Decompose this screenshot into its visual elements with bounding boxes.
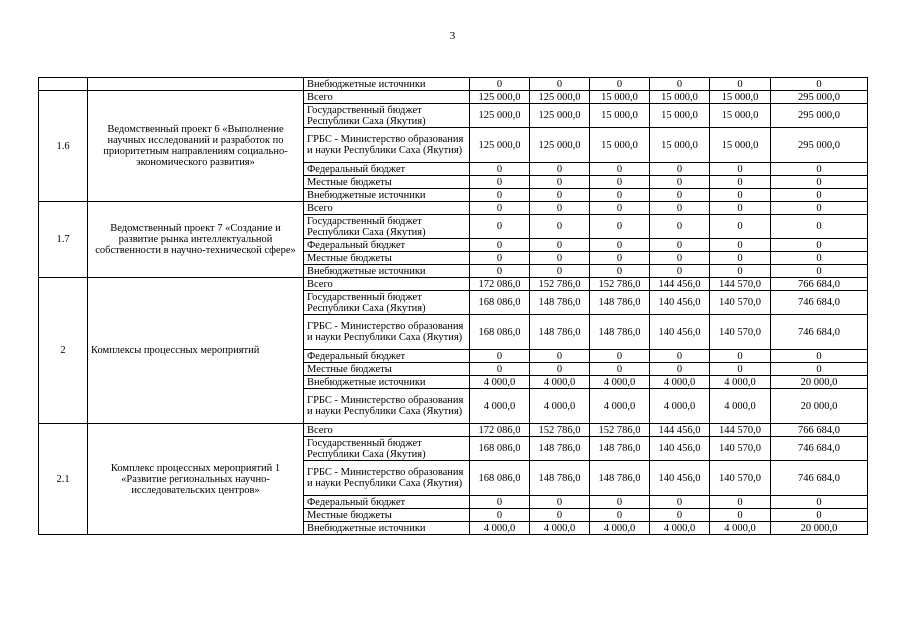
year-value: 0	[590, 78, 650, 91]
year-value: 152 786,0	[530, 424, 590, 437]
year-value: 15 000,0	[650, 104, 710, 128]
year-value: 0	[590, 176, 650, 189]
index-cell	[39, 78, 88, 91]
year-value: 4 000,0	[470, 376, 530, 389]
activity-name: Ведомственный проект 7 «Создание и развитие рынка интеллектуальной собственности в научно-технической сфере»	[88, 202, 304, 278]
activity-name: Ведомственный проект 6 «Выполнение научных исследований и разработок по приоритетным направлениям социально-экономического развития»	[88, 91, 304, 202]
funding-source: Государственный бюджет Республики Саха (Якутия)	[304, 291, 470, 315]
funding-source: Местные бюджеты	[304, 363, 470, 376]
year-value: 168 086,0	[470, 315, 530, 350]
year-value: 0	[470, 496, 530, 509]
year-value: 0	[530, 176, 590, 189]
year-value: 152 786,0	[590, 424, 650, 437]
table-row	[39, 78, 868, 91]
year-value: 0	[650, 202, 710, 215]
year-value: 15 000,0	[590, 91, 650, 104]
year-value: 152 786,0	[530, 278, 590, 291]
funding-source: Внебюджетные источники	[304, 189, 470, 202]
total-value: 0	[771, 509, 868, 522]
total-value: 20 000,0	[771, 376, 868, 389]
year-value: 15 000,0	[590, 104, 650, 128]
total-value: 0	[771, 163, 868, 176]
year-value: 0	[710, 189, 771, 202]
year-value: 144 456,0	[650, 278, 710, 291]
year-value: 0	[470, 163, 530, 176]
year-value: 0	[710, 252, 771, 265]
year-value: 0	[530, 78, 590, 91]
year-value: 148 786,0	[590, 461, 650, 496]
total-value: 746 684,0	[771, 291, 868, 315]
funding-source: Федеральный бюджет	[304, 239, 470, 252]
year-value: 0	[650, 176, 710, 189]
year-value: 0	[530, 350, 590, 363]
year-value: 125 000,0	[530, 91, 590, 104]
year-value: 0	[470, 350, 530, 363]
year-value: 0	[710, 509, 771, 522]
year-value: 125 000,0	[470, 104, 530, 128]
funding-source: Внебюджетные источники	[304, 376, 470, 389]
year-value: 0	[530, 163, 590, 176]
year-value: 148 786,0	[530, 315, 590, 350]
page-number: 3	[449, 30, 456, 42]
year-value: 148 786,0	[590, 315, 650, 350]
year-value: 0	[710, 350, 771, 363]
year-value: 140 456,0	[650, 437, 710, 461]
year-value: 4 000,0	[710, 522, 771, 535]
year-value: 0	[470, 189, 530, 202]
year-value: 0	[590, 363, 650, 376]
year-value: 0	[650, 215, 710, 239]
year-value: 15 000,0	[650, 91, 710, 104]
total-value: 0	[771, 363, 868, 376]
year-value: 0	[470, 202, 530, 215]
table-row	[39, 424, 868, 437]
total-value: 0	[771, 265, 868, 278]
year-value: 0	[710, 215, 771, 239]
total-value: 295 000,0	[771, 104, 868, 128]
row-index: 1.6	[39, 91, 88, 202]
total-value: 20 000,0	[771, 522, 868, 535]
total-value: 0	[771, 202, 868, 215]
year-value: 4 000,0	[590, 522, 650, 535]
year-value: 0	[530, 202, 590, 215]
funding-source: ГРБС - Министерство образования и науки Республики Саха (Якутия)	[304, 389, 470, 424]
year-value: 0	[530, 496, 590, 509]
budget-table	[38, 77, 868, 535]
funding-source: ГРБС - Министерство образования и науки Республики Саха (Якутия)	[304, 128, 470, 163]
table-row	[39, 202, 868, 215]
year-value: 125 000,0	[470, 128, 530, 163]
total-value: 295 000,0	[771, 128, 868, 163]
row-index: 2.1	[39, 424, 88, 535]
funding-source: Всего	[304, 202, 470, 215]
table-row	[39, 278, 868, 291]
year-value: 148 786,0	[530, 461, 590, 496]
year-value: 0	[710, 163, 771, 176]
year-value: 168 086,0	[470, 461, 530, 496]
year-value: 140 570,0	[710, 437, 771, 461]
year-value: 125 000,0	[530, 104, 590, 128]
activity-name: Комплекс процессных мероприятий 1 «Развитие региональных научно-исследовательских центров»	[88, 424, 304, 535]
year-value: 0	[650, 509, 710, 522]
year-value: 0	[530, 215, 590, 239]
year-value: 144 456,0	[650, 424, 710, 437]
year-value: 4 000,0	[650, 389, 710, 424]
year-value: 4 000,0	[710, 389, 771, 424]
year-value: 0	[530, 189, 590, 202]
funding-source: Федеральный бюджет	[304, 350, 470, 363]
year-value: 0	[470, 176, 530, 189]
year-value: 0	[650, 239, 710, 252]
year-value: 0	[650, 496, 710, 509]
year-value: 140 570,0	[710, 315, 771, 350]
year-value: 0	[470, 363, 530, 376]
year-value: 0	[650, 78, 710, 91]
funding-source: Внебюджетные источники	[304, 265, 470, 278]
total-value: 746 684,0	[771, 461, 868, 496]
funding-source: Внебюджетные источники	[304, 78, 470, 91]
year-value: 0	[710, 78, 771, 91]
year-value: 0	[590, 496, 650, 509]
funding-source: ГРБС - Министерство образования и науки Республики Саха (Якутия)	[304, 461, 470, 496]
year-value: 140 570,0	[710, 291, 771, 315]
year-value: 0	[470, 252, 530, 265]
year-value: 144 570,0	[710, 424, 771, 437]
year-value: 125 000,0	[470, 91, 530, 104]
funding-source: Местные бюджеты	[304, 509, 470, 522]
year-value: 0	[710, 239, 771, 252]
total-value: 746 684,0	[771, 315, 868, 350]
year-value: 0	[530, 265, 590, 278]
total-value: 0	[771, 189, 868, 202]
funding-source: Государственный бюджет Республики Саха (Якутия)	[304, 215, 470, 239]
year-value: 0	[710, 176, 771, 189]
year-value: 0	[590, 163, 650, 176]
row-index: 2	[39, 278, 88, 424]
year-value: 168 086,0	[470, 437, 530, 461]
year-value: 0	[590, 509, 650, 522]
year-value: 0	[470, 215, 530, 239]
year-value: 0	[650, 189, 710, 202]
year-value: 15 000,0	[590, 128, 650, 163]
year-value: 15 000,0	[710, 91, 771, 104]
year-value: 140 570,0	[710, 461, 771, 496]
total-value: 0	[771, 215, 868, 239]
funding-source: Государственный бюджет Республики Саха (Якутия)	[304, 104, 470, 128]
year-value: 4 000,0	[650, 376, 710, 389]
year-value: 4 000,0	[470, 389, 530, 424]
year-value: 15 000,0	[710, 104, 771, 128]
year-value: 0	[590, 189, 650, 202]
year-value: 140 456,0	[650, 315, 710, 350]
year-value: 0	[710, 265, 771, 278]
year-value: 0	[650, 363, 710, 376]
funding-source: Всего	[304, 278, 470, 291]
year-value: 0	[710, 202, 771, 215]
year-value: 144 570,0	[710, 278, 771, 291]
year-value: 148 786,0	[590, 437, 650, 461]
year-value: 0	[590, 239, 650, 252]
table-row	[39, 91, 868, 104]
year-value: 125 000,0	[530, 128, 590, 163]
year-value: 168 086,0	[470, 291, 530, 315]
year-value: 0	[470, 78, 530, 91]
total-value: 295 000,0	[771, 91, 868, 104]
funding-source: ГРБС - Министерство образования и науки Республики Саха (Якутия)	[304, 315, 470, 350]
year-value: 0	[470, 239, 530, 252]
funding-source: Всего	[304, 91, 470, 104]
year-value: 4 000,0	[470, 522, 530, 535]
year-value: 0	[590, 265, 650, 278]
total-value: 766 684,0	[771, 424, 868, 437]
year-value: 0	[650, 265, 710, 278]
year-value: 0	[650, 350, 710, 363]
total-value: 766 684,0	[771, 278, 868, 291]
year-value: 4 000,0	[530, 376, 590, 389]
year-value: 152 786,0	[590, 278, 650, 291]
funding-source: Федеральный бюджет	[304, 163, 470, 176]
total-value: 0	[771, 176, 868, 189]
year-value: 148 786,0	[590, 291, 650, 315]
year-value: 0	[590, 202, 650, 215]
total-value: 20 000,0	[771, 389, 868, 424]
total-value: 0	[771, 78, 868, 91]
total-value: 0	[771, 496, 868, 509]
year-value: 0	[650, 252, 710, 265]
year-value: 4 000,0	[710, 376, 771, 389]
year-value: 0	[650, 163, 710, 176]
funding-source: Местные бюджеты	[304, 252, 470, 265]
year-value: 0	[590, 252, 650, 265]
funding-source: Внебюджетные источники	[304, 522, 470, 535]
year-value: 140 456,0	[650, 461, 710, 496]
year-value: 15 000,0	[650, 128, 710, 163]
year-value: 172 086,0	[470, 278, 530, 291]
activity-name: Комплексы процессных мероприятий	[88, 278, 304, 424]
year-value: 0	[530, 509, 590, 522]
year-value: 0	[470, 265, 530, 278]
year-value: 148 786,0	[530, 291, 590, 315]
year-value: 0	[470, 509, 530, 522]
year-value: 0	[590, 350, 650, 363]
year-value: 148 786,0	[530, 437, 590, 461]
year-value: 4 000,0	[590, 389, 650, 424]
row-index: 1.7	[39, 202, 88, 278]
year-value: 4 000,0	[530, 522, 590, 535]
year-value: 0	[590, 215, 650, 239]
funding-source: Федеральный бюджет	[304, 496, 470, 509]
year-value: 140 456,0	[650, 291, 710, 315]
funding-source: Местные бюджеты	[304, 176, 470, 189]
year-value: 0	[530, 239, 590, 252]
year-value: 0	[530, 363, 590, 376]
total-value: 746 684,0	[771, 437, 868, 461]
year-value: 4 000,0	[590, 376, 650, 389]
funding-source: Всего	[304, 424, 470, 437]
year-value: 0	[530, 252, 590, 265]
year-value: 15 000,0	[710, 128, 771, 163]
total-value: 0	[771, 252, 868, 265]
year-value: 0	[710, 363, 771, 376]
name-cell	[88, 78, 304, 91]
year-value: 172 086,0	[470, 424, 530, 437]
year-value: 0	[710, 496, 771, 509]
funding-source: Государственный бюджет Республики Саха (Якутия)	[304, 437, 470, 461]
year-value: 4 000,0	[650, 522, 710, 535]
total-value: 0	[771, 350, 868, 363]
year-value: 4 000,0	[530, 389, 590, 424]
total-value: 0	[771, 239, 868, 252]
